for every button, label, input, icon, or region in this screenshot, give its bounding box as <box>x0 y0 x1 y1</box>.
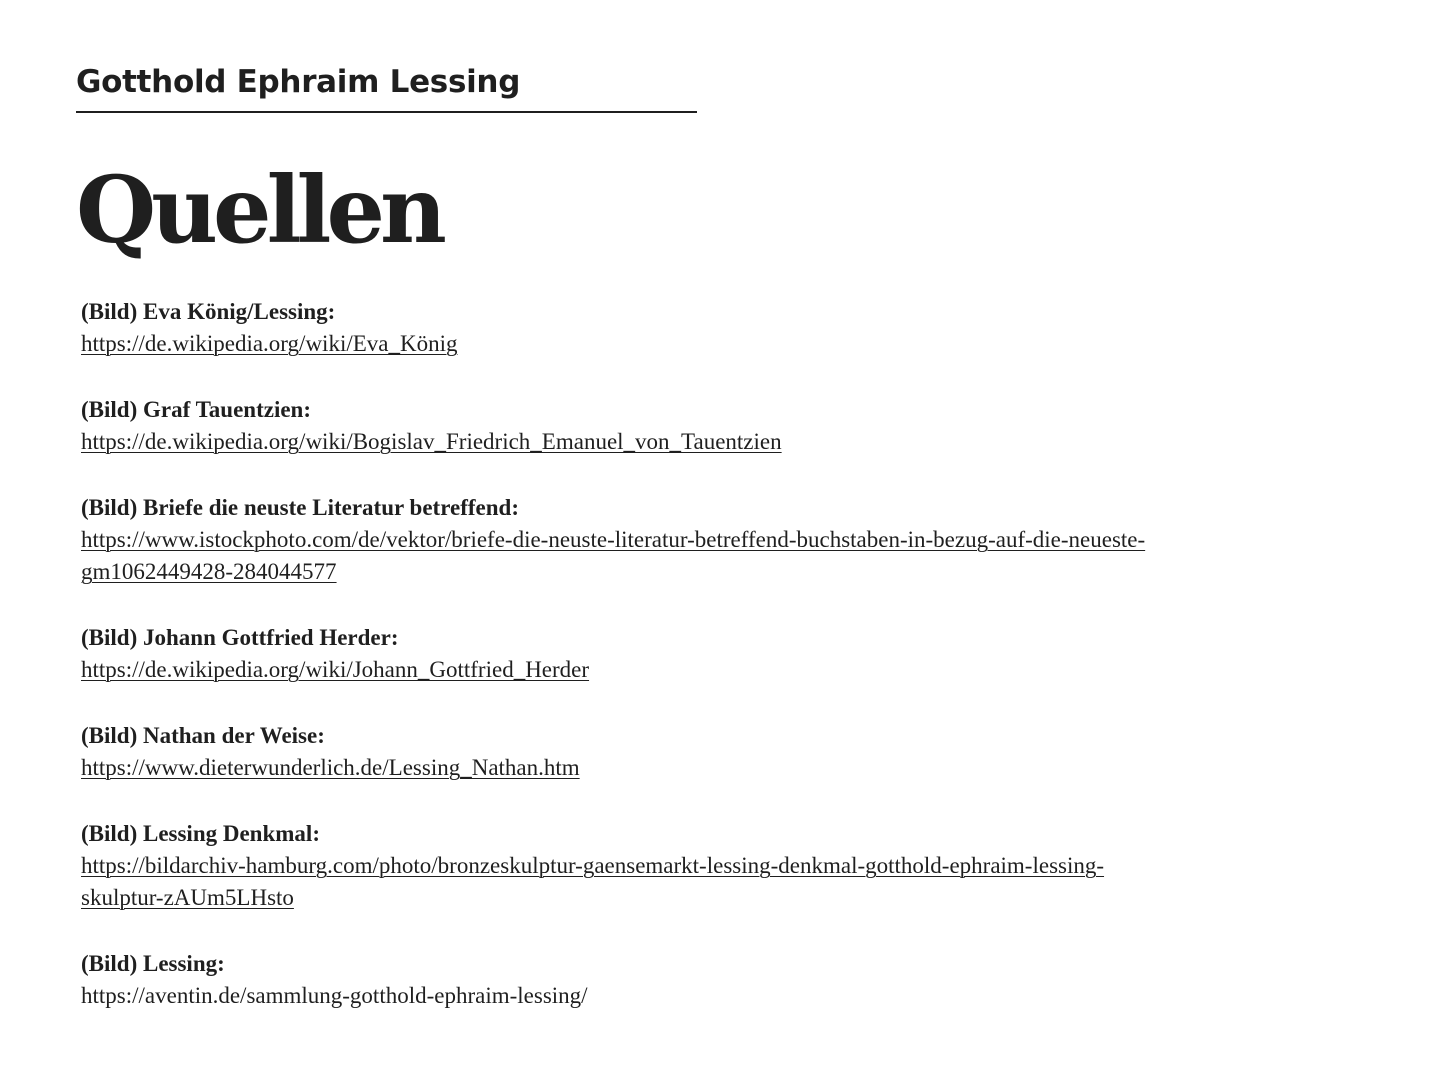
source-label: (Bild) Nathan der Weise: <box>81 723 325 748</box>
header-title: Gotthold Ephraim Lessing <box>76 64 521 100</box>
source-link[interactable]: skulptur-zAUm5LHsto <box>81 885 294 910</box>
source-link[interactable]: https://www.istockphoto.com/de/vektor/briefe-die-neuste-literatur-betreffend-buchstaben-in-bezug-auf-die-neueste- <box>81 527 1146 552</box>
source-item <box>81 394 1321 458</box>
page-title: Quellen <box>76 156 442 264</box>
source-label: (Bild) Lessing Denkmal: <box>81 821 320 846</box>
source-link[interactable]: https://de.wikipedia.org/wiki/Eva_König <box>81 331 458 356</box>
header-divider <box>76 111 697 113</box>
source-label: (Bild) Lessing: <box>81 951 225 976</box>
source-link[interactable]: gm1062449428-284044577 <box>81 559 337 584</box>
source-link[interactable]: https://de.wikipedia.org/wiki/Bogislav_Friedrich_Emanuel_von_Tauentzien <box>81 429 782 454</box>
sources-list <box>81 296 1321 1046</box>
source-link[interactable]: https://www.dieterwunderlich.de/Lessing_Nathan.htm <box>81 755 580 780</box>
source-label: (Bild) Graf Tauentzien: <box>81 397 312 422</box>
source-label: (Bild) Eva König/Lessing: <box>81 299 336 324</box>
document-header <box>76 62 697 113</box>
source-item <box>81 296 1321 360</box>
source-link[interactable]: https://bildarchiv-hamburg.com/photo/bronzeskulptur-gaensemarkt-lessing-denkmal-gotthold-ephraim-lessing- <box>81 853 1105 878</box>
source-item <box>81 720 1321 784</box>
source-label: (Bild) Johann Gottfried Herder: <box>81 625 399 650</box>
source-item <box>81 622 1321 686</box>
source-item <box>81 948 1321 1012</box>
source-item <box>81 818 1321 914</box>
source-link[interactable]: https://de.wikipedia.org/wiki/Johann_Gottfried_Herder <box>81 657 590 682</box>
source-label: (Bild) Briefe die neuste Literatur betreffend: <box>81 495 519 520</box>
source-item <box>81 492 1321 588</box>
source-link[interactable]: https://aventin.de/sammlung-gotthold-ephraim-lessing/ <box>81 983 588 1008</box>
